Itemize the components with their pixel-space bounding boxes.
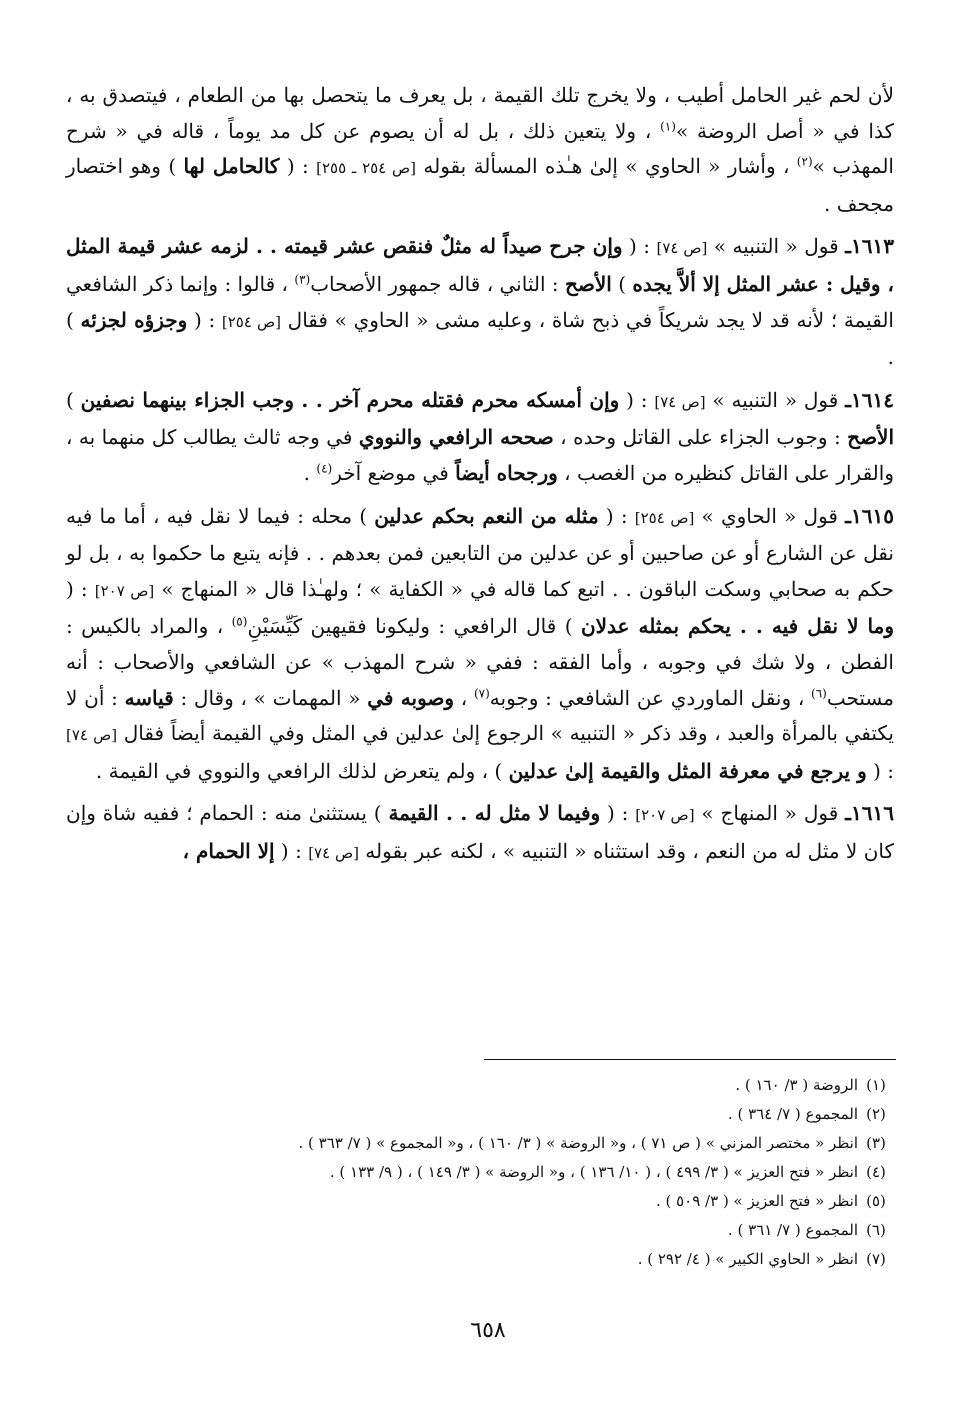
main-text [66,78,894,878]
text-run: ، ونقل الماوردي عن الشافعي : وجوبه [489,685,811,710]
footnote-number: (٥) [866,1192,886,1210]
text-run: ) [66,387,81,412]
footnote-text: انظر « الحاوي الكبير » ( ٤/ ٢٩٢ ) . [637,1250,858,1268]
footnote-marker: (٦) [811,685,827,700]
footnote-text: الروضة ( ٣/ ١٦٠ ) . [735,1076,858,1094]
bold-text: ورجحاه أيضاً [455,460,558,485]
bold-text: الأصح [847,425,895,450]
text-run: في موضع آخر [332,460,456,485]
text-run: ) يستثنىٰ منه : الحمام ؛ ففيه شاة وإن كان لا مثل له من النعم ، وقد استثناه « التنبيه » ، لكنه عبر بقوله [66,801,894,863]
text-run: ) [611,271,633,296]
text-run: ، وأشار « الحاوي » إلىٰ هـٰذه المسألة بقوله [416,154,797,179]
bold-text: مثله من النعم بحكم عدلين [374,503,599,528]
text-run: : ( [66,576,95,601]
page-reference: [ص ٧٤] [656,239,708,258]
text-run: ، ولا يتعين ذلك ، بل له أن يصوم عن كل مد يوماً ، قاله في « شرح المهذب » [66,118,894,179]
footnote-marker: (٢) [796,154,813,169]
text-run: ) . [66,307,894,370]
bold-text: الأصح [565,271,612,296]
page-reference: [ص ٢٥٤] [221,312,281,331]
bold-text: إلا الحمام ، [182,838,275,863]
text-run: ، والمراد بالكيس : الفطن ، ولا شك في وجوبه ، وأما الفقه : ففي « شرح المهذب » عن الشافعي والأصحاب : أنه مستحب [66,614,894,710]
footnote-text: انظر « فتح العزيز » ( ٣/ ٥٠٩ ) . [655,1192,858,1210]
text-run: : ( [619,387,655,412]
bold-text: ١٦١٣ـ [845,234,894,259]
text-run: : ( [622,234,657,259]
footnote-marker: (٤) [316,461,333,476]
text-run: قول « التنبيه » [705,387,846,412]
bold-text: ١٦١٦ـ [845,801,894,826]
bold-text: ١٦١٥ـ [845,503,894,528]
page-reference: [ص ٢٥٤ ـ ٢٥٥] [316,159,417,178]
text-run: : ( [187,307,222,332]
bold-text: وجزؤه لجزئه [80,307,188,332]
paragraph [66,383,894,492]
text-run: لأن لحم غير الحامل أطيب ، ولا يخرج تلك القيمة ، بل يعرف ما يتحصل بها من الطعام ، فيتصدق به ، كذا في « أصل الروضة » [66,83,894,143]
bold-text: ١٦١٤ـ [845,387,894,412]
text-run: : ( [598,503,635,528]
footnote-number: (٤) [866,1163,886,1181]
page-reference: [ص ٧٤] [654,392,706,411]
paragraph [66,78,894,222]
footnote-marker: (٣) [294,272,311,287]
footnote [200,1071,894,1100]
paragraph [66,229,894,375]
text-run: ) ، ولم يتعرض لذلك الرافعي والنووي في القيمة . [95,758,509,783]
text-run: : الثاني ، قاله جمهور الأصحاب [310,271,565,296]
footnote-marker: (٥) [231,614,248,629]
paragraph [66,499,894,790]
bold-text: وإن جرح صيداً له مثلٌ فنقص عشر قيمته . . لزمه عشر قيمة المثل ، وقيل : عشر المثل إلا ألاَّ يجده [66,234,894,296]
text-run: ، [454,685,474,710]
footnote-marker: (١) [660,118,676,133]
footnote-text: المجموع ( ٧/ ٣٦١ ) . [727,1221,858,1239]
bold-text: وفيما لا مثل له . . القيمة [388,801,601,826]
bold-text: وما لا نقل فيه . . يحكم بمثله عدلان [580,614,895,639]
footnote-number: (٧) [866,1250,886,1268]
text-run: « المهمات » ، وقال : [173,685,368,710]
footnote [200,1158,894,1187]
page-reference: [ص ٧٤] [66,726,118,745]
page-number: ٦٥٨ [470,1318,506,1343]
text-run: : ( [866,758,894,783]
text-run: قول « المنهاج » [694,801,846,826]
footnote [200,1129,894,1158]
footnote-text: انظر « فتح العزيز » ( ٣/ ٤٩٩ ) ، ( ١٠/ ١٣٦ ) ، و« الروضة » ( ٣/ ١٤٩ ) ، ( ٩/ ١٣٣ ) . [329,1163,858,1181]
page-reference: [ص ٧٤] [308,843,359,862]
footnote-number: (٣) [866,1134,886,1152]
bold-text: وصوبه في [367,685,455,710]
bold-text: و يرجع في معرفة المثل والقيمة إلىٰ عدلين [508,758,867,783]
bold-text: وإن أمسكه محرم فقتله محرم آخر . . وجب الجزاء بينهما نصفين [80,387,620,412]
footnote [200,1245,894,1274]
footnotes [200,1071,894,1274]
text-run: : ( [600,801,636,826]
text-run: : ( [279,154,317,179]
footnote-number: (٢) [866,1105,886,1123]
paragraph [66,796,894,871]
footnote [200,1100,894,1129]
bold-text: قياسه [124,685,174,710]
text-run: : أن لا يكتفي بالمرأة والعبد ، وقد ذكر « التنبيه » الرجوع إلىٰ عدلين في المثل وفي القيمة أيضاً فقال [66,685,894,746]
text-run: ) قال الرافعي : وليكونا فقيهين كَيِّسَيْنِ [247,614,581,639]
text-run: ) وهو اختصار مجحف . [66,154,894,216]
text-run: قول « الحاوي » [694,503,846,528]
footnote-marker: (٧) [473,685,490,700]
bold-text: كالحامل لها [183,154,280,179]
text-run: في وجه ثالث يطالب كل منهما به ، والقرار على القاتل كنظيره من الغصب ، [66,425,894,485]
text-run: : وجوب الجزاء على القاتل وحده ، [553,425,848,450]
text-run: ، قالوا : وإنما ذكر الشافعي القيمة ؛ لأنه قد لا يجد شريكاً في ذبح شاة ، وعليه مشى « الحاوي » فقال [66,271,894,332]
footnote [200,1216,894,1245]
text-run: . [303,460,317,485]
footnote-text: المجموع ( ٧/ ٣٦٤ ) . [727,1105,858,1123]
page-reference: [ص ٢٠٧] [94,581,155,600]
text-run: قول « التنبيه » [707,234,846,259]
footnote-text: انظر « مختصر المزني » ( ص ٧١ ) ، و« الروضة » ( ٣/ ١٦٠ ) ، و« المجموع » ( ٧/ ٣٦٣ ) . [298,1134,858,1152]
footnote-separator [484,1059,896,1060]
page-reference: [ص ٢٥٤] [634,508,695,527]
footnote-number: (٦) [866,1221,886,1239]
footnote [200,1187,894,1216]
text-run: ) محله : فيما لا نقل فيه ، أما ما فيه نقل عن الشارع أو عن صاحبين أو عن عدلين من التابعين فمن بعدهم . . فإنه يتبع ما حكموا به ، بل لو حكم به صحابي وسكت الباقون . . اتبع كما قاله في « الكفاية » ؛ ولهـٰذا قال « المنهاج » [66,503,894,601]
page-reference: [ص ٢٠٧] [635,806,695,825]
text-run: : ( [274,838,309,863]
bold-text: صححه الرافعي والنووي [358,425,554,450]
footnote-number: (١) [866,1076,886,1094]
